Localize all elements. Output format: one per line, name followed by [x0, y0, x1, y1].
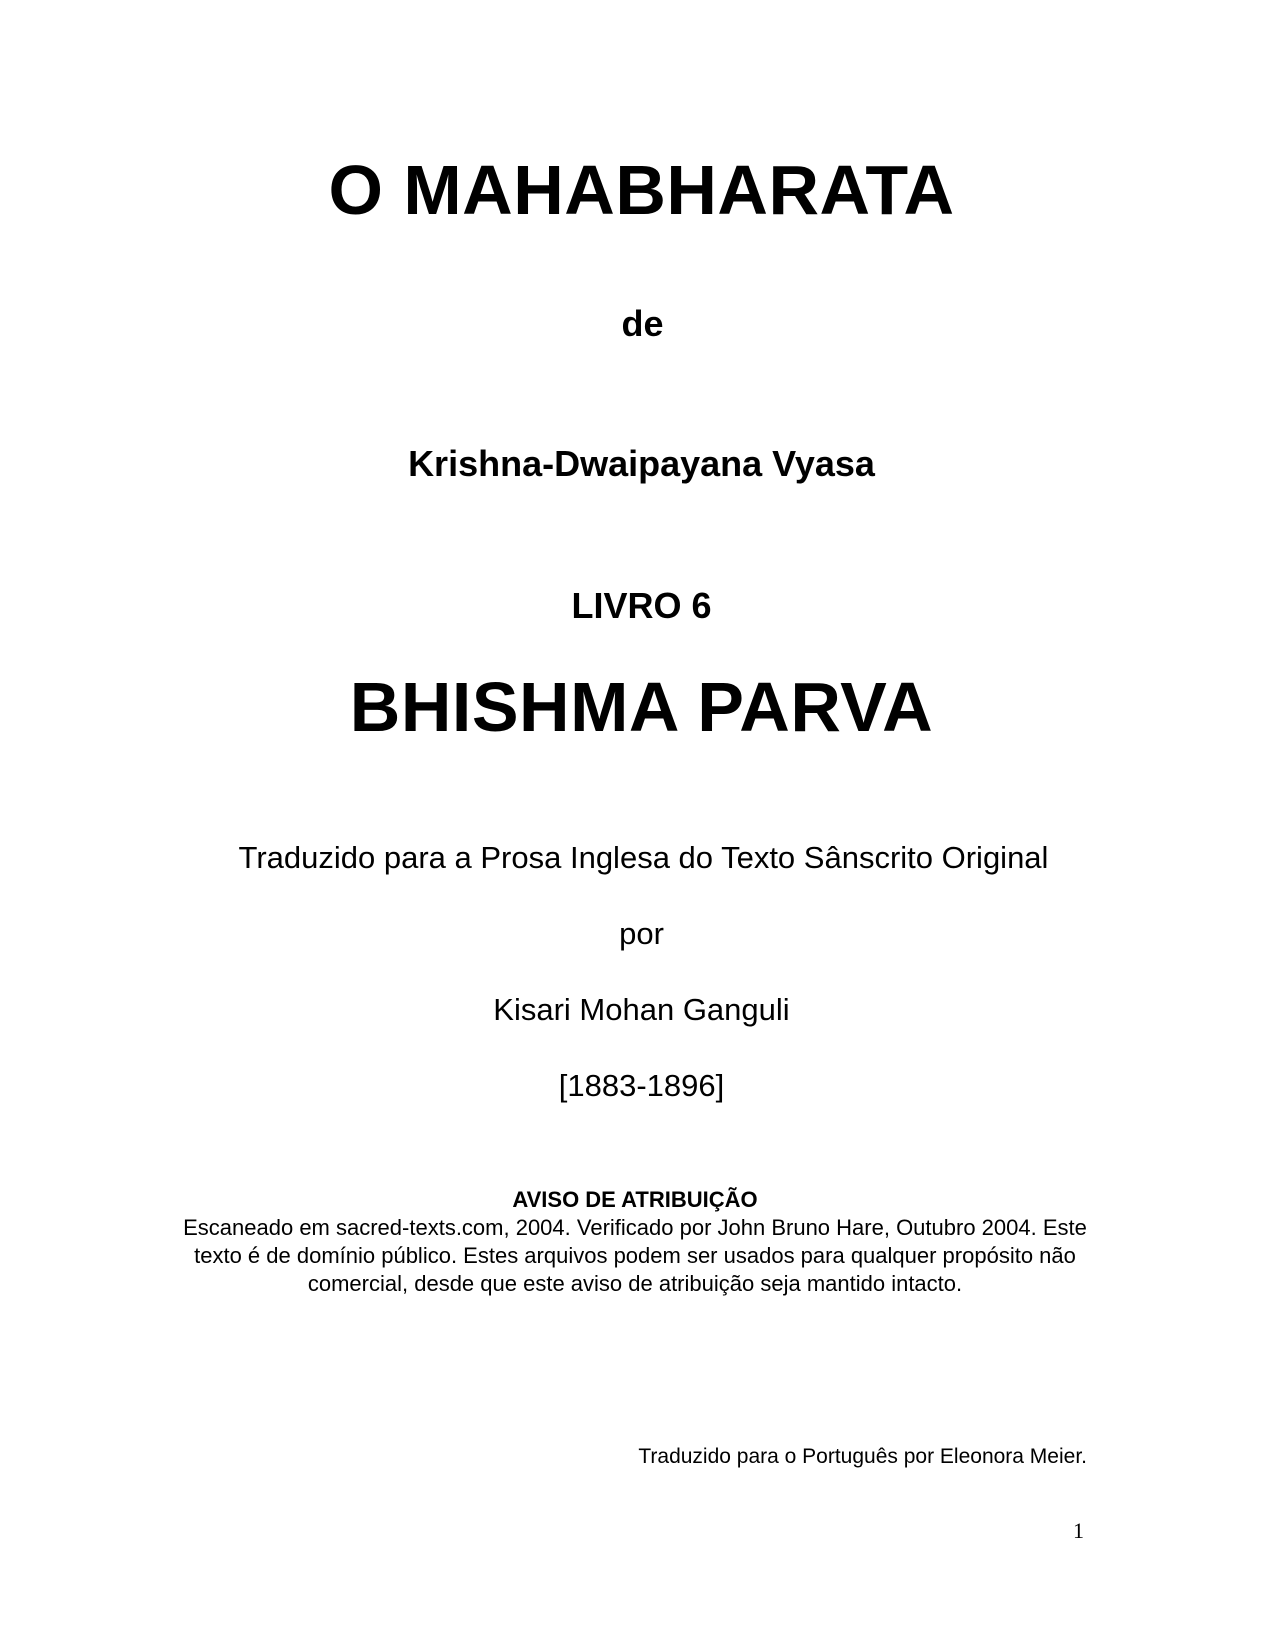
translation-note: Traduzido para a Prosa Inglesa do Texto Sânscrito Original	[238, 840, 1049, 875]
by-label: de	[621, 303, 664, 344]
translation-years: [1883-1896]	[558, 1068, 725, 1103]
book-number: LIVRO 6	[571, 585, 712, 626]
portuguese-translation-credit: Traduzido para o Português por Eleonora Meier.	[638, 1445, 1087, 1468]
book-title: BHISHMA PARVA	[349, 668, 934, 746]
translator-name: Kisari Mohan Ganguli	[493, 992, 790, 1027]
translator-by-label: por	[619, 916, 664, 951]
attribution-notice	[170, 1186, 1100, 1298]
book-main-title: O MAHABHARATA	[328, 151, 955, 229]
attribution-text: Escaneado em sacred-texts.com, 2004. Verificado por John Bruno Hare, Outubro 2004. Este texto é de domínio público. Estes arquivos podem ser usados para qualquer propósito não comercial, desde que este aviso de atribuição seja mantido intacto.	[183, 1215, 1087, 1296]
attribution-heading: AVISO DE ATRIBUIÇÃO	[512, 1187, 758, 1212]
author-name: Krishna-Dwaipayana Vyasa	[408, 443, 875, 484]
page-number: 1	[1073, 1518, 1084, 1543]
